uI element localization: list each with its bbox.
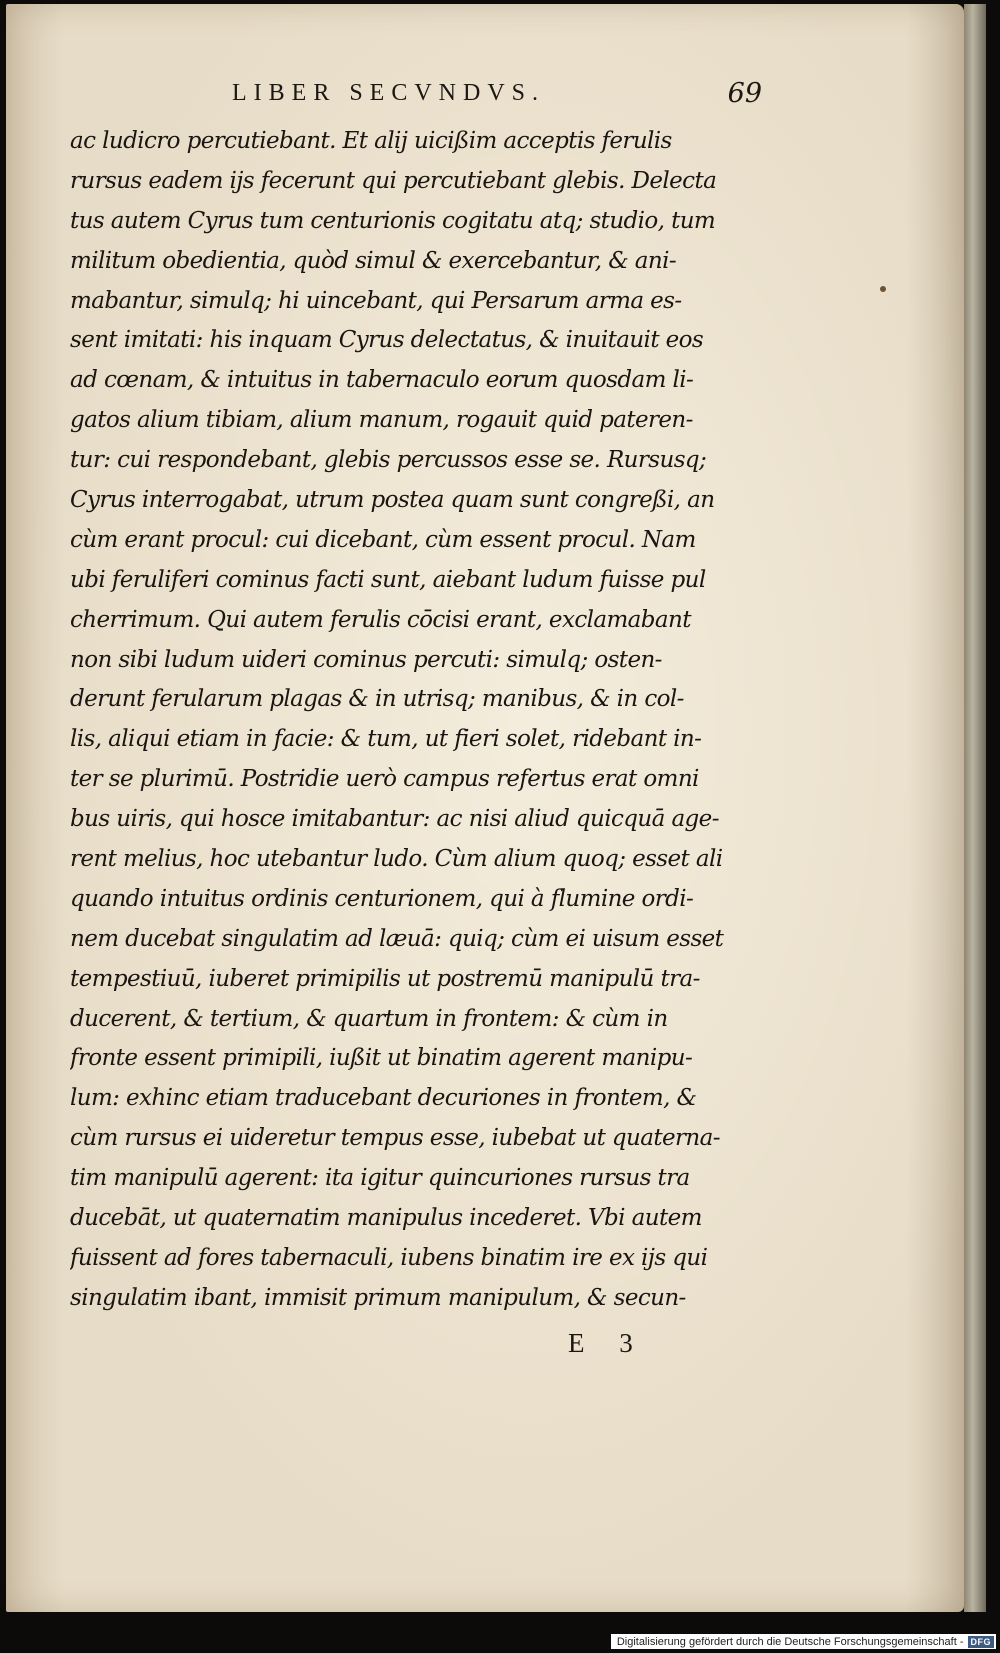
- page-edge: [964, 4, 986, 1612]
- credit-text: Digitalisierung gefördert durch die Deutsche Forschungsgemeinschaft -: [616, 1635, 964, 1648]
- text-line: fronte essent primipili, iußit ut binatim agerent manipu-: [70, 1045, 693, 1072]
- text-line: ducerent, & tertium, & quartum in frontem: & cùm in: [70, 1005, 668, 1032]
- page-number: 69: [727, 78, 762, 109]
- page-header: [232, 78, 762, 118]
- text-line: nem ducebat singulatim ad læuā: quiq; cùm ei uisum esset: [70, 925, 724, 952]
- digitization-credit: [611, 1634, 996, 1649]
- text-line: tus autem Cyrus tum centurionis cogitatu atq; studio, tum: [70, 207, 716, 234]
- text-line: tempestiuū, iuberet primipilis ut postremū manipulū tra-: [70, 965, 700, 992]
- text-line: lum: exhinc etiam traducebant decuriones in frontem, &: [70, 1085, 697, 1112]
- paper-stain: [880, 286, 886, 292]
- text-line: derunt ferularum plagas & in utrisq; manibus, & in col-: [70, 686, 684, 713]
- text-line: tim manipulū agerent: ita igitur quincuriones rursus tra: [70, 1165, 690, 1192]
- signature-mark: E 3: [568, 1328, 647, 1358]
- text-line: rursus eadem ijs fecerunt qui percutiebant glebis. Delecta: [70, 167, 717, 194]
- text-line: cùm erant procul: cui dicebant, cùm essent procul. Nam: [70, 526, 696, 553]
- text-line: ter se plurimū. Postridie uerò campus refertus erat omni: [70, 766, 699, 793]
- dfg-logo-icon: DFG: [968, 1636, 995, 1648]
- text-line: Cyrus interrogabat, utrum postea quam sunt congreßi, an: [70, 487, 715, 514]
- text-line: tur: cui respondebant, glebis percussos esse se. Rursusq;: [70, 447, 707, 474]
- book-page: [6, 4, 964, 1612]
- text-line: ubi feruliferi cominus facti sunt, aiebant ludum fuisse pul: [70, 566, 706, 593]
- text-line: ac ludicro percutiebant. Et alij uicißim acceptis ferulis: [70, 128, 672, 154]
- text-line: rent melius, hoc utebantur ludo. Cùm alium quoq; esset ali: [70, 846, 723, 873]
- text-line: mabantur, simulq; hi uincebant, qui Persarum arma es-: [70, 287, 682, 314]
- text-line: bus uiris, qui hosce imitabantur: ac nisi aliud quicquā age-: [70, 806, 719, 833]
- text-line: non sibi ludum uideri cominus percuti: simulq; osten-: [70, 646, 662, 673]
- text-line: cherrimum. Qui autem ferulis cōcisi erant, exclamabant: [70, 606, 691, 633]
- text-line: gatos alium tibiam, alium manum, rogauit quid pateren-: [70, 407, 693, 434]
- text-line: ducebāt, ut quaternatim manipulus incederet. Vbi autem: [70, 1205, 702, 1232]
- text-line: militum obedientia, quòd simul & exercebantur, & ani-: [70, 247, 677, 274]
- text-line: fuissent ad fores tabernaculi, iubens binatim ire ex ijs qui: [70, 1244, 708, 1271]
- running-head: LIBER SECVNDVS.: [232, 80, 546, 106]
- text-line: quando intuitus ordinis centurionem, qui à flumine ordi-: [70, 885, 694, 912]
- text-line: singulatim ibant, immisit primum manipulum, & secun-: [70, 1284, 686, 1311]
- text-line: cùm rursus ei uideretur tempus esse, iubebat ut quaterna-: [70, 1125, 720, 1152]
- text-line: sent imitati: his inquam Cyrus delectatus, & inuitauit eos: [70, 327, 704, 354]
- body-text: [70, 122, 750, 1319]
- text-line: ad cœnam, & intuitus in tabernaculo eorum quosdam li-: [70, 367, 694, 394]
- text-line: lis, aliqui etiam in facie: & tum, ut fieri solet, ridebant in-: [70, 726, 702, 753]
